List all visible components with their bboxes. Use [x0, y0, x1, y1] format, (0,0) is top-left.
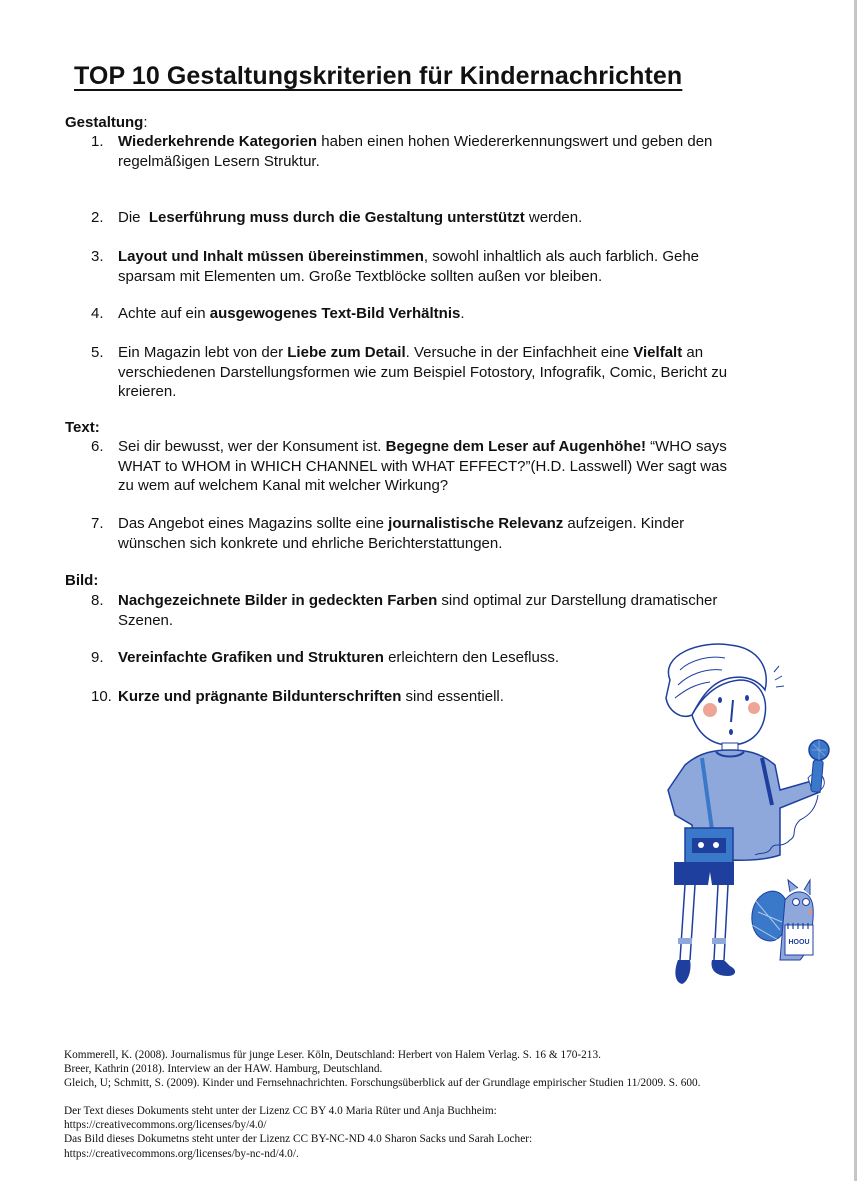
- item-text: . Versuche in der Einfachheit eine: [405, 344, 634, 361]
- item-number: 4.: [91, 305, 104, 322]
- license-link[interactable]: https://creativecommons.org/licenses/by-nc-nd/4.0/.: [64, 1147, 299, 1160]
- page-title: TOP 10 Gestaltungskriterien für Kindernachrichten: [74, 62, 683, 90]
- list-item: [91, 437, 741, 496]
- license-text: Der Text dieses Dokuments steht unter der Lizenz CC BY 4.0 Maria Rüter und Anja Buchheim:: [64, 1105, 497, 1117]
- item-text: , sowohl inhaltlich als auch farblich. Gehe sparsam mit Elementen um. Große Textblöcke sollten außen vor bleiben.: [118, 248, 700, 285]
- references: [64, 1048, 804, 1091]
- item-text: haben einen hohen Wiedererkennungswert und geben den regelmäßigen Lesern Struktur.: [118, 133, 713, 170]
- item-bold-text: Wiederkehrende Kategorien: [118, 133, 318, 150]
- item-number: 1.: [91, 133, 104, 150]
- item-number: 3.: [91, 248, 104, 265]
- item-text: Die: [118, 209, 149, 226]
- child-reporter-illustration: [630, 640, 840, 995]
- item-bold-text: Vereinfachte Grafiken und Strukturen: [118, 649, 384, 666]
- item-bold-text: ausgewogenes Text-Bild Verhältnis: [209, 305, 461, 322]
- license-notice: [64, 1104, 804, 1161]
- list-item: [91, 208, 741, 228]
- reference-item: Gleich, U; Schmitt, S. (2009). Kinder und Fernsehnachrichten. Forschungsüberblick auf der Grundlage empirischer Studien 11/2009. S. 600.: [64, 1077, 701, 1090]
- item-bold-text: Kurze und prägnante Bildunterschriften: [118, 688, 402, 705]
- list-item: [91, 304, 741, 324]
- list-item: [91, 514, 741, 553]
- item-number: 2.: [91, 209, 104, 226]
- item-text: werden.: [524, 209, 583, 226]
- item-bold-text: Liebe zum Detail: [287, 344, 406, 361]
- item-text: aufzeigen. Kinder wünschen sich konkrete und ehrliche Berichterstattungen.: [118, 515, 685, 552]
- item-number: 8.: [91, 592, 104, 609]
- item-text: Das Angebot eines Magazins sollte eine: [118, 515, 389, 532]
- license-text: Das Bild dieses Dokumetns steht unter der Lizenz CC BY-NC-ND 4.0 Sharon Sacks und Sarah Locher:: [64, 1133, 533, 1146]
- squirrel-mascot: [752, 880, 813, 960]
- item-number: 7.: [91, 515, 104, 532]
- item-number: 6.: [91, 438, 104, 455]
- list-item: [91, 132, 741, 171]
- notepad-label: HOOU: [788, 939, 810, 946]
- list-item: [91, 343, 741, 402]
- item-text: .: [460, 305, 465, 322]
- item-text: “WHO says WHAT to WHOM in WHICH CHANNEL with WHAT EFFECT?”(H.D. Lasswell) Wer sagt was zu wem auf welchem Kanal mit welcher Wirkung?: [118, 438, 727, 494]
- item-text: Sei dir bewusst, wer der Konsument ist.: [118, 438, 386, 455]
- item-number: 9.: [91, 649, 104, 666]
- list-item: [91, 247, 741, 286]
- item-bold-text: Leserführung muss durch die Gestaltung unterstützt: [148, 209, 525, 226]
- item-text: Achte auf ein: [118, 305, 210, 322]
- item-number: 5.: [91, 344, 104, 361]
- section-heading-text: Text:: [65, 419, 100, 436]
- item-text: sind essentiell.: [401, 688, 504, 705]
- item-bold-text: journalistische Relevanz: [388, 515, 564, 532]
- reference-item: Breer, Kathrin (2018). Interview an der HAW. Hamburg, Deutschland.: [64, 1063, 383, 1076]
- item-bold-text: Nachgezeichnete Bilder in gedeckten Farben: [118, 592, 438, 609]
- license-link[interactable]: https://creativecommons.org/licenses/by/4.0/: [64, 1119, 267, 1132]
- section-heading-bild: Bild:: [65, 572, 99, 589]
- item-text: sind optimal zur Darstellung dramatischer Szenen.: [118, 592, 718, 629]
- reference-item: Kommerell, K. (2008). Journalismus für junge Leser. Köln, Deutschland: Herbert von Halem Verlag. S. 16 & 170-213.: [64, 1049, 601, 1061]
- section-heading-text: Gestaltung: [65, 114, 144, 131]
- section-heading-suffix: :: [143, 114, 148, 131]
- item-number: 10.: [91, 688, 112, 705]
- section-heading-gestaltung: [65, 114, 148, 131]
- item-text: erleichtern den Lesefluss.: [383, 649, 560, 666]
- item-bold-text: Begegne dem Leser auf Augenhöhe!: [385, 438, 646, 455]
- item-bold-text: Layout und Inhalt müssen übereinstimmen: [118, 248, 424, 265]
- item-text: Ein Magazin lebt von der: [118, 344, 288, 361]
- list-item: [91, 591, 741, 630]
- item-text: an verschiedenen Darstellungsformen wie zum Beispiel Fotostory, Infografik, Comic, Bericht zu kreieren.: [118, 344, 728, 400]
- item-bold-text: Vielfalt: [633, 344, 683, 361]
